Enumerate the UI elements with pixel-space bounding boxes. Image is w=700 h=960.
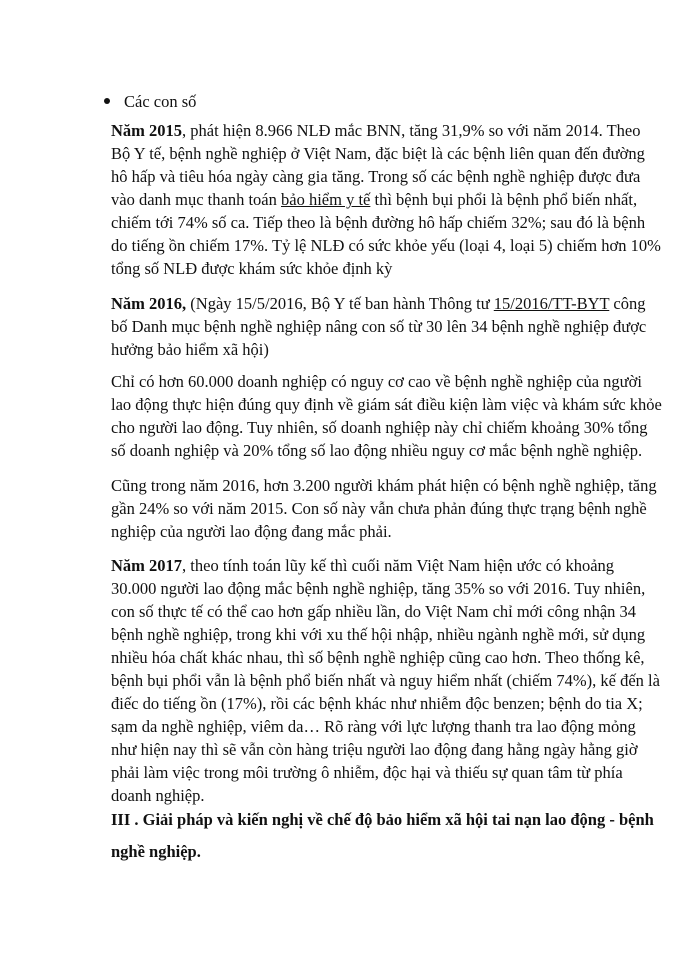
paragraph-2016: Năm 2016, (Ngày 15/5/2016, Bộ Y tế ban hành Thông tư 15/2016/TT-BYT công bố Danh mục bệnh nghề nghiệp nâng con số từ 30 lên 34 bệnh nghề nghiệp được hưởng bảo hiểm xã hội) <box>111 294 647 359</box>
year-2015-label: Năm 2015 <box>111 121 183 140</box>
circular-link[interactable]: 15/2016/TT-BYT <box>493 294 610 313</box>
bullet-icon <box>104 98 110 104</box>
year-2016-label: Năm 2016, <box>111 294 187 313</box>
bullet-text: Các con số <box>124 92 197 111</box>
bullet-item <box>104 90 196 113</box>
paragraph-2017: Năm 2017, theo tính toán lũy kế thì cuối năm Việt Nam hiện ước có khoảng 30.000 người lao động mắc bệnh nghề nghiệp, tăng 35% so với 2016. Tuy nhiên, con số thực tế có thể cao hơn gấp nhiều lần, do Việt Nam chỉ mới công nhận 34 bệnh nghề nghiệp, trong khi với xu thế hội nhập, nhiều ngành nghề mới, sử dụng nhiều hóa chất khác nhau, thì số bệnh nghề nghiệp cũng cao hơn. Theo thống kê, bệnh bụi phổi vẫn là bệnh phổ biến nhất và nguy hiểm nhất (chiếm 74%), kế đến là điếc do tiếng ồn (17%), rồi các bệnh khác như nhiễm độc benzen; bệnh do tia X; sạm da nghề nghiệp, viêm da… Rõ ràng với lực lượng thanh tra lao động mỏng như hiện nay thì sẽ vẫn còn hàng triệu người lao động đang hằng ngày hằng giờ phải làm việc trong môi trường ô nhiễm, độc hại và thiếu sự quan tâm từ phía doanh nghiệp. <box>111 556 660 805</box>
paragraph-enterprises: Chỉ có hơn 60.000 doanh nghiệp có nguy cơ cao về bệnh nghề nghiệp của người lao động thực hiện đúng quy định về giám sát điều kiện làm việc và khám sức khỏe cho người lao động. Tuy nhiên, số doanh nghiệp này chỉ chiếm khoảng 30% tổng số doanh nghiệp và 20% tổng số lao động nhiều nguy cơ mắc bệnh nghề nghiệp. <box>111 372 662 460</box>
bao-hiem-y-te-link[interactable]: bảo hiểm y tế <box>281 190 371 209</box>
year-2017-label: Năm 2017 <box>111 556 183 575</box>
paragraph-3200: Cũng trong năm 2016, hơn 3.200 người khám phát hiện có bệnh nghề nghiệp, tăng gần 24% so với năm 2015. Con số này vẫn chưa phản đúng thực trạng bệnh nghề nghiệp của người lao động đang mắc phải. <box>111 476 657 541</box>
section-heading: III . Giải pháp và kiến nghị về chế độ bảo hiểm xã hội tai nạn lao động - bệnh nghề nghiệp. <box>111 810 654 861</box>
paragraph-2015: Năm 2015, phát hiện 8.966 NLĐ mắc BNN, tăng 31,9% so với năm 2014. Theo Bộ Y tế, bệnh nghề nghiệp ở Việt Nam, đặc biệt là các bệnh liên quan đến đường hô hấp và tiêu hóa ngày càng gia tăng. Trong số các bệnh nghề nghiệp được đưa vào danh mục thanh toán bảo hiểm y tế thì bệnh bụi phổi là bệnh phổ biến nhất, chiếm tới 74% số ca. Tiếp theo là bệnh đường hô hấp chiếm 32%; sau đó là bệnh do tiếng ồn chiếm 17%. Tỷ lệ NLĐ có sức khỏe yếu (loại 4, loại 5) chiếm hơn 10% tổng số NLĐ được khám sức khỏe định kỳ <box>111 121 661 278</box>
